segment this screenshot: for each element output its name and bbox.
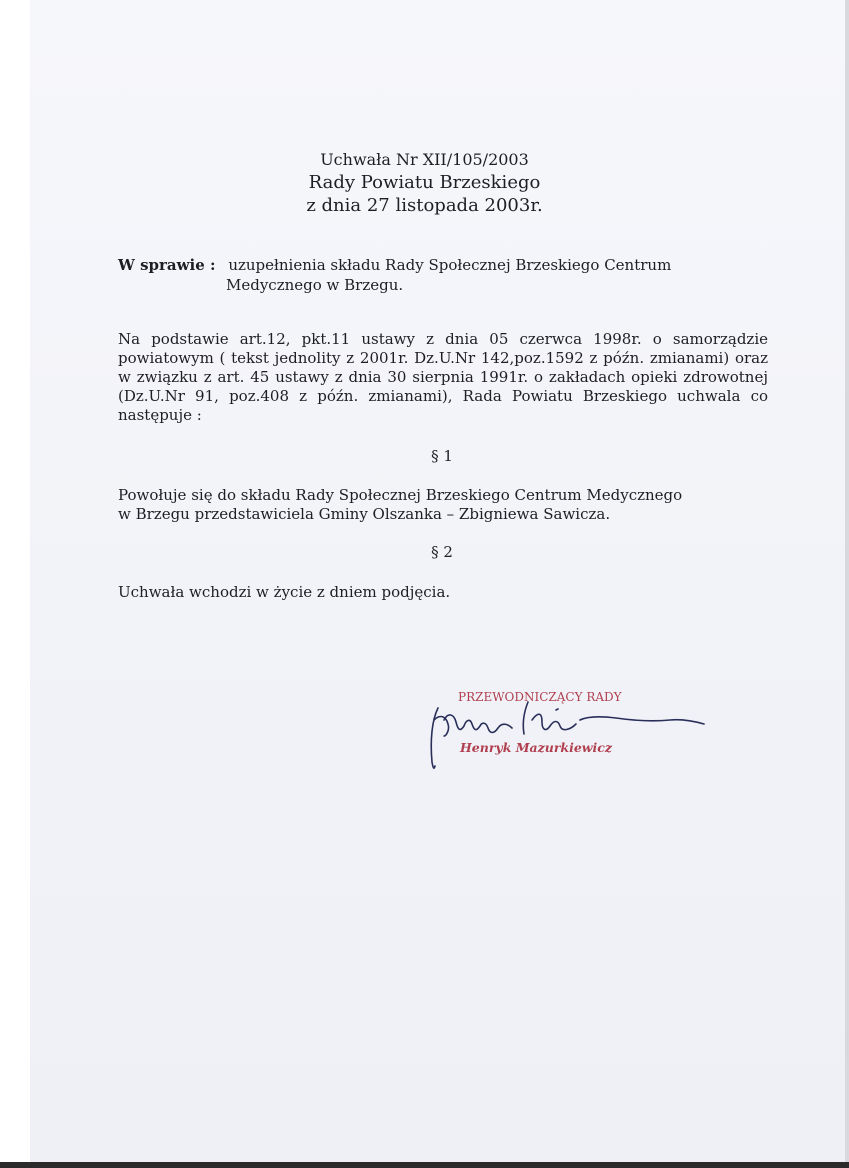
signature-block: [420, 680, 720, 780]
section-1-text: [118, 486, 768, 524]
section-1-mark: § 1: [431, 447, 453, 465]
section-1-line1: Powołuje się do składu Rady Społecznej Brzeskiego Centrum Medycznego: [118, 486, 683, 504]
section-2-text: Uchwała wchodzi w życie z dniem podjęcia.: [118, 583, 451, 601]
stamp-name: Henryk Mazurkiewicz: [460, 740, 613, 755]
subject-label: W sprawie :: [118, 256, 216, 274]
resolution-number: Uchwała Nr XII/105/2003: [320, 150, 529, 169]
stamp-title: PRZEWODNICZĄCY RADY: [458, 690, 622, 704]
scan-margin-bottom: [0, 1162, 849, 1168]
subject-block: [118, 255, 718, 295]
resolution-date: z dnia 27 listopada 2003r.: [306, 195, 543, 216]
section-2-mark: § 2: [431, 543, 453, 561]
council-name: Rady Powiatu Brzeskiego: [308, 172, 541, 193]
subject-text-line1: uzupełnienia składu Rady Społecznej Brzeskiego Centrum: [228, 256, 672, 274]
legal-basis-paragraph: Na podstawie art.12, pkt.11 ustawy z dnia 05 czerwca 1998r. o samorządzie powiatowym ( tekst jednolity z 2001r. Dz.U.Nr 142,poz.1592 z późn. zmianami) oraz w związku z art. 45 ustawy z dnia 30 sierpnia 1991r. o zakładach opieki zdrowotnej (Dz.U.Nr 91, poz.408 z późn. zmianami), Rada Powiatu Brzeskiego uchwala co następuje :: [118, 330, 768, 424]
subject-text-line2: Medycznego w Brzegu.: [226, 276, 404, 294]
section-1-line2: w Brzegu przedstawiciela Gminy Olszanka – Zbigniewa Sawicza.: [118, 505, 611, 523]
resolution-header: [0, 148, 849, 217]
